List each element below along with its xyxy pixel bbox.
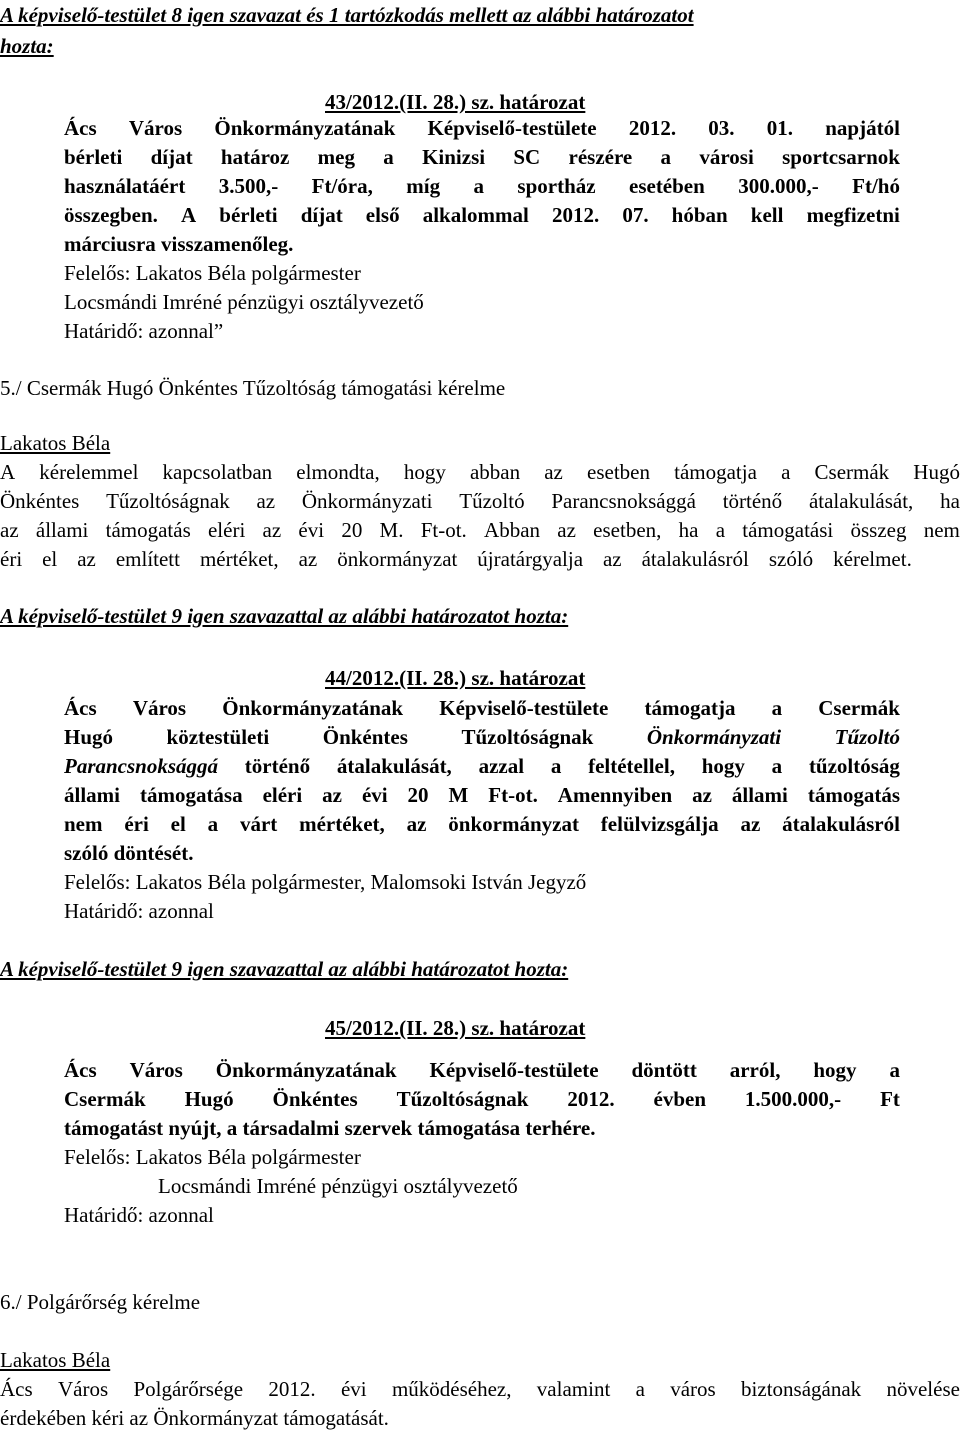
- word: Ács: [64, 116, 97, 140]
- responsible-line: Felelős: Lakatos Béla polgármester, Malomsoki István Jegyző: [64, 870, 587, 894]
- word: M: [448, 783, 469, 807]
- word: hogy: [701, 754, 745, 778]
- word: összeg: [850, 518, 907, 542]
- word: a: [660, 145, 672, 169]
- word: az: [256, 489, 276, 513]
- word: Ft: [880, 1087, 900, 1111]
- word: Önkormányzatának: [214, 116, 396, 140]
- word: köztestületi: [166, 725, 270, 749]
- word: önkormányzat: [448, 812, 579, 836]
- word: állami: [64, 783, 120, 807]
- word: nem: [923, 518, 960, 542]
- word: az: [322, 783, 342, 807]
- word: növelése: [886, 1377, 960, 1401]
- word: évi: [361, 783, 388, 807]
- word: a: [550, 754, 562, 778]
- word: történő: [244, 754, 311, 778]
- word: az: [0, 518, 19, 542]
- word: Hugó: [64, 725, 114, 749]
- word: Ft-ot.: [488, 783, 538, 807]
- word: Abban: [484, 518, 541, 542]
- word: Képviselő-testülete: [439, 696, 609, 720]
- word: el: [42, 547, 58, 571]
- word: az: [602, 547, 622, 571]
- resolution-text-line: [64, 814, 900, 835]
- word: arról,: [729, 1058, 781, 1082]
- word: elmondta,: [296, 460, 380, 484]
- word: esetében: [629, 174, 705, 198]
- word: nem: [64, 812, 103, 836]
- word: az: [262, 518, 282, 542]
- word: alkalommal: [422, 203, 529, 227]
- word: 20: [341, 518, 363, 542]
- word: M.: [379, 518, 404, 542]
- word: tűzoltóság: [808, 754, 900, 778]
- speaker-name: Lakatos Béla: [0, 1348, 111, 1372]
- word: Önkéntes: [322, 725, 408, 749]
- word: 1.500.000,-: [744, 1087, 842, 1111]
- word: a: [781, 460, 791, 484]
- word: esetben,: [593, 518, 662, 542]
- word: sportcsarnok: [782, 145, 900, 169]
- word: a: [473, 174, 485, 198]
- word: feltétellel,: [588, 754, 675, 778]
- resolution-text-line: [64, 1089, 900, 1110]
- word: Ács: [64, 1058, 97, 1082]
- word: újratárgyalja: [477, 547, 584, 571]
- responsible-line: Felelős: Lakatos Béla polgármester: [64, 261, 361, 285]
- word: eléri: [262, 783, 303, 807]
- paragraph-line: [0, 491, 960, 512]
- word: városi: [699, 145, 754, 169]
- word: átalakulásról: [641, 547, 749, 571]
- word: A: [181, 203, 197, 227]
- word: Város: [129, 1058, 183, 1082]
- deadline-line: Határidő: azonnal: [64, 899, 214, 923]
- word: Csermák: [814, 460, 890, 484]
- word: 07.: [622, 203, 649, 227]
- word: várt: [239, 812, 278, 836]
- word: 20: [407, 783, 429, 807]
- vote-statement-cont: hozta:: [0, 34, 54, 58]
- word: Tűzoltóságnak: [461, 725, 594, 749]
- word: a: [771, 696, 783, 720]
- word: napjától: [825, 116, 900, 140]
- word: 01.: [766, 116, 793, 140]
- word: Ft/hó: [852, 174, 900, 198]
- word: támogatja: [644, 696, 736, 720]
- word: Hugó: [184, 1087, 234, 1111]
- word: az: [740, 812, 761, 836]
- word: Ft-ot.: [420, 518, 467, 542]
- word: sportház: [517, 174, 596, 198]
- resolution-text-line: [64, 1060, 900, 1081]
- word: a: [207, 812, 219, 836]
- resolution-text-line: [64, 118, 900, 139]
- deadline-line: Határidő: azonnal: [64, 1203, 214, 1227]
- word: díjat: [300, 203, 343, 227]
- word: Önkormányzatának: [215, 1058, 397, 1082]
- word: a: [635, 1377, 645, 1401]
- word: összegben.: [64, 203, 158, 227]
- word: Amennyiben: [557, 783, 673, 807]
- word: történő: [722, 489, 783, 513]
- word: Tűzoltóságnak: [396, 1087, 529, 1111]
- word: Önkéntes: [0, 489, 80, 513]
- word: az: [298, 547, 318, 571]
- word: 2012.: [567, 1087, 615, 1111]
- resolution-text-line: [64, 785, 900, 806]
- word: a: [715, 518, 726, 542]
- word: Csermák: [64, 1087, 146, 1111]
- word: az: [544, 460, 563, 484]
- word: Ács: [0, 1377, 33, 1401]
- word: döntött: [631, 1058, 697, 1082]
- word: Ft/óra,: [311, 174, 373, 198]
- resolution-text-line: [64, 176, 900, 197]
- word: kérelmet.: [833, 547, 912, 571]
- speaker-name: Lakatos Béla: [0, 431, 111, 455]
- word: SC: [513, 145, 541, 169]
- paragraph-last-line: érdekében kéri az Önkormányzat támogatását.: [0, 1406, 389, 1430]
- word: részére: [568, 145, 633, 169]
- word: támogatása: [139, 783, 243, 807]
- word: évi: [340, 1377, 367, 1401]
- resolution-text-last: támogatást nyújt, a társadalmi szervek támogatása terhére.: [64, 1116, 596, 1140]
- word: az: [692, 783, 712, 807]
- word: az: [406, 812, 427, 836]
- resolution-text-line: [64, 756, 900, 777]
- word: Önkéntes: [272, 1087, 358, 1111]
- resolution-text-line: [64, 727, 900, 748]
- word: azzal: [478, 754, 525, 778]
- resolution-number: 45/2012.(II. 28.) sz. határozat: [325, 1016, 586, 1040]
- word: használatáért: [64, 174, 186, 198]
- agenda-item-heading: 5./ Csermák Hugó Önkéntes Tűzoltóság támogatási kérelme: [0, 376, 506, 400]
- word: hogy: [403, 460, 446, 484]
- vote-statement: A képviselő-testület 8 igen szavazat és 1 tartózkodás mellett az alábbi határozatot: [0, 3, 694, 27]
- word: Ács: [64, 696, 97, 720]
- deadline-line: Határidő: azonnal”: [64, 319, 224, 343]
- word: Város: [132, 696, 187, 720]
- word: Önkormányzati: [646, 725, 782, 749]
- word: meg: [317, 145, 355, 169]
- word: Csermák: [818, 696, 900, 720]
- word: abban: [469, 460, 521, 484]
- paragraph-line: [0, 549, 912, 570]
- resolution-text-last: márciusra visszamenőleg.: [64, 232, 294, 256]
- responsible-line-2: Locsmándi Imréné pénzügyi osztályvezető: [158, 1174, 518, 1198]
- word: évi: [298, 518, 325, 542]
- word: míg: [406, 174, 441, 198]
- word: ha: [678, 518, 699, 542]
- vote-statement: A képviselő-testület 9 igen szavazattal az alábbi határozatot hozta:: [0, 957, 569, 981]
- word: díjat: [150, 145, 193, 169]
- word: el: [170, 812, 186, 836]
- word: átalakulását,: [808, 489, 914, 513]
- word: mértéket,: [199, 547, 279, 571]
- word: a: [771, 754, 783, 778]
- word: 300.000,-: [738, 174, 819, 198]
- word: felülvizsgálja: [600, 812, 719, 836]
- word: Polgárőrsége: [133, 1377, 244, 1401]
- vote-statement: A képviselő-testület 9 igen szavazattal az alábbi határozatot hozta:: [0, 604, 569, 628]
- word: támogatás: [105, 518, 191, 542]
- word: Tűzoltóságnak: [106, 489, 230, 513]
- word: bérleti: [64, 145, 123, 169]
- word: eléri: [207, 518, 246, 542]
- word: az: [557, 518, 576, 542]
- paragraph-line: [0, 520, 960, 541]
- word: ha: [940, 489, 960, 513]
- word: évben: [653, 1087, 707, 1111]
- word: első: [365, 203, 400, 227]
- word: éri: [0, 547, 23, 571]
- word: Önkormányzati: [301, 489, 433, 513]
- paragraph-line: [0, 462, 960, 483]
- word: Parancsnoksággá: [551, 489, 696, 513]
- word: 2012.: [628, 116, 677, 140]
- word: Város: [128, 116, 183, 140]
- word: 3.500,-: [218, 174, 279, 198]
- word: működéséhez,: [391, 1377, 512, 1401]
- word: Tűzoltó: [834, 725, 900, 749]
- resolution-text-line: [64, 147, 900, 168]
- word: említett: [115, 547, 180, 571]
- word: támogatja: [674, 460, 757, 484]
- resolution-text-line: [64, 205, 900, 226]
- resolution-number: 44/2012.(II. 28.) sz. határozat: [325, 666, 586, 690]
- word: város: [670, 1377, 716, 1401]
- resolution-text-last: szóló döntését.: [64, 841, 194, 865]
- word: biztonságának: [741, 1377, 862, 1401]
- word: átalakulását,: [336, 754, 452, 778]
- word: a: [889, 1058, 900, 1082]
- word: határoz: [220, 145, 290, 169]
- word: éri: [124, 812, 149, 836]
- word: Hugó: [913, 460, 960, 484]
- word: Önkormányzatának: [222, 696, 404, 720]
- responsible-line: Felelős: Lakatos Béla polgármester: [64, 1145, 361, 1169]
- word: támogatás: [807, 783, 900, 807]
- responsible-line-2: Locsmándi Imréné pénzügyi osztályvezető: [64, 290, 424, 314]
- paragraph-line: [0, 1379, 960, 1400]
- word: támogatási: [742, 518, 834, 542]
- word: 2012.: [551, 203, 600, 227]
- word: valamint: [536, 1377, 611, 1401]
- resolution-text-line: [64, 698, 900, 719]
- word: mértéket,: [299, 812, 385, 836]
- word: bérleti: [219, 203, 278, 227]
- word: állami: [35, 518, 89, 542]
- word: Tűzoltó: [459, 489, 525, 513]
- word: állami: [731, 783, 788, 807]
- word: átalakulásról: [782, 812, 900, 836]
- word: megfizetni: [806, 203, 900, 227]
- word: szóló: [768, 547, 814, 571]
- word: Kinizsi: [422, 145, 486, 169]
- word: kérelemmel: [39, 460, 139, 484]
- word: A: [0, 460, 16, 484]
- word: kell: [750, 203, 784, 227]
- word: kapcsolatban: [162, 460, 273, 484]
- word: esetben: [587, 460, 650, 484]
- word: Képviselő-testülete: [427, 116, 597, 140]
- word: Város: [57, 1377, 109, 1401]
- resolution-number: 43/2012.(II. 28.) sz. határozat: [325, 90, 586, 114]
- word: 2012.: [268, 1377, 316, 1401]
- resolution-text-italic: Parancsnoksággá: [64, 754, 219, 778]
- word: hóban: [671, 203, 728, 227]
- word: Képviselő-testülete: [429, 1058, 599, 1082]
- word: 03.: [708, 116, 735, 140]
- word: a: [383, 145, 394, 169]
- word: hogy: [813, 1058, 857, 1082]
- word: önkormányzat: [337, 547, 458, 571]
- word: az: [77, 547, 96, 571]
- agenda-item-heading: 6./ Polgárőrség kérelme: [0, 1290, 201, 1314]
